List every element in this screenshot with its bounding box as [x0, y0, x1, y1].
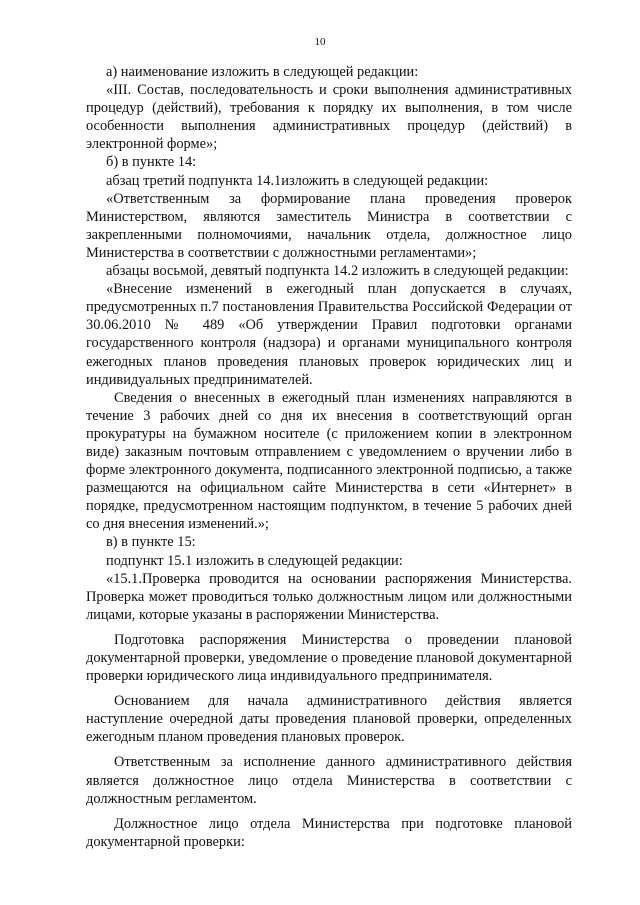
paragraph-12: Подготовка распоряжения Министерства о проведении плановой документарной проверки, уведомление о проведение плановой документарной проверки юридического лица индивидуального предпринимателя.	[86, 631, 572, 685]
paragraph-1: а) наименование изложить в следующей редакции:	[106, 64, 419, 80]
page-number: 10	[314, 36, 326, 48]
paragraph-3: б) в пункте 14:	[106, 154, 197, 171]
paragraph-6: абзацы восьмой, девятый подпункта 14.2 изложить в следующей редакции:	[106, 263, 569, 280]
document-body	[86, 63, 572, 851]
paragraph-5: «Ответственным за формирование плана проведения проверок Министерством, являются заместитель Министра в соответствии с закрепленными полномочиями, начальник отдела, должностное лицо Министерства в соответствии с должностными регламентами»;	[86, 190, 572, 261]
paragraph-10: подпункт 15.1 изложить в следующей редакции:	[106, 552, 403, 569]
paragraph-14: Ответственным за исполнение данного административного действия является должностное лицо отдела Министерства в соответствии с должностным регламентом.	[86, 754, 572, 807]
paragraph-11: «15.1.Проверка проводится на основании распоряжения Министерства. Проверка может проводиться только должностным лицом или должностными лицами, которые указаны в распоряжении Министерства.	[86, 570, 572, 623]
paragraph-7: «Внесение изменений в ежегодный план допускается в случаях, предусмотренных п.7 постановления Правительства Российской Федерации от 30.06.2010 № 489 «Об утверждении Правил подготовки органами государственного контроля (надзора) и органами муниципального контроля ежегодных планов проведения плановых проверок юридических лиц и индивидуальных предпринимателей.	[86, 281, 572, 388]
paragraph-15: Должностное лицо отдела Министерства при подготовке плановой документарной проверки:	[86, 815, 572, 850]
paragraph-2: «III. Состав, последовательность и сроки выполнения административных процедур (действий), требования к порядку их выполнения, в том числе особенности выполнения административных процедур (действий) в электронной форме»;	[86, 82, 572, 153]
paragraph-9: в) в пункте 15:	[106, 534, 196, 551]
paragraph-4: абзац третий подпункта 14.1изложить в следующей редакции:	[106, 172, 489, 189]
paragraph-8: Сведения о внесенных в ежегодный план изменениях направляются в течение 3 рабочих дней со дня их внесения в соответствующий орган прокуратуры на бумажном носителе (с приложением копии в электронном виде) заказным почтовым отправлением с уведомлением о вручении либо в форме электронного документа, подписанного электронной подписью, а также размещаются на официальном сайте Министерства в сети «Интернет» в порядке, предусмотренном настоящим подпунктом, в течение 5 рабочих дней со дня внесения изменений.»;	[86, 389, 572, 533]
paragraph-13: Основанием для начала административного действия является наступление очередной даты проведения плановой проверки, определенных ежегодным планом проведения плановых проверок.	[86, 693, 572, 746]
